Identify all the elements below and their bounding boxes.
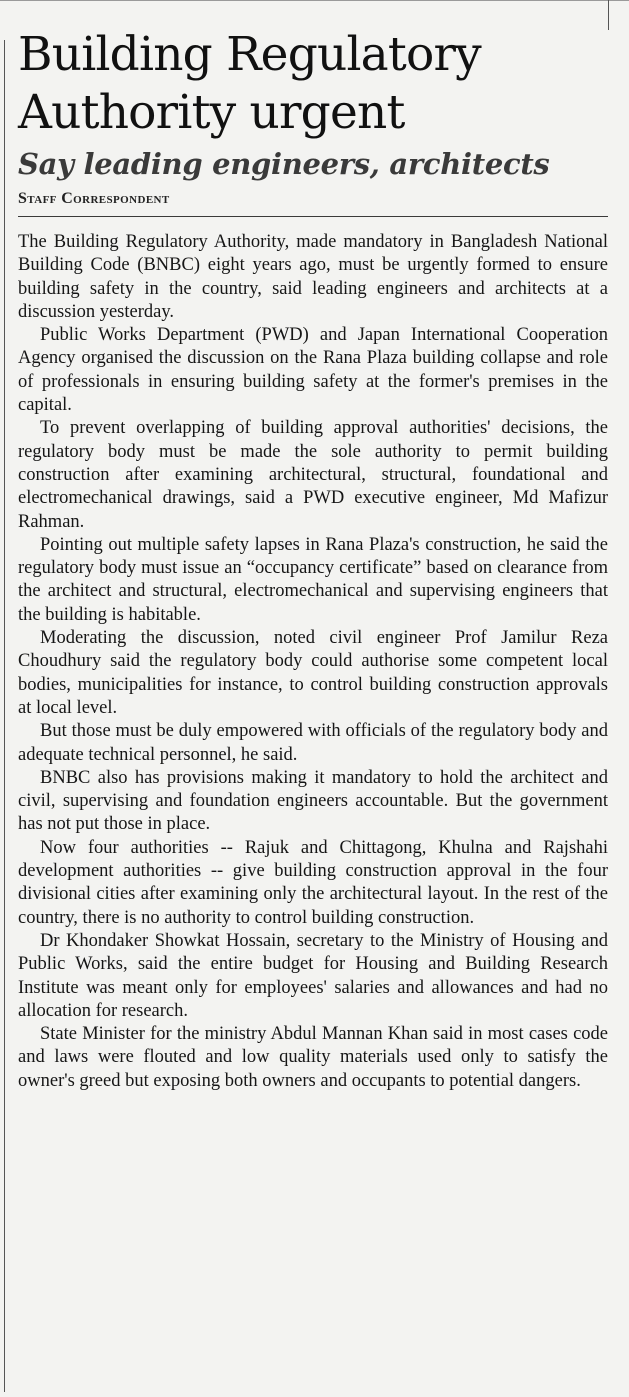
news-article xyxy=(18,26,608,1093)
paragraph-1: The Building Regulatory Authority, made mandatory in Bangladesh National Building Code (BNBC) eight years ago, must be urgently formed to ensure building safety in the country, said leading engineers and architects at a discussion yesterday. xyxy=(18,232,608,322)
paragraph-6: But those must be duly empowered with officials of the regulatory body and adequate technical personnel, he said. xyxy=(18,721,608,765)
article-body xyxy=(18,231,608,1093)
paragraph-8: Now four authorities -- Rajuk and Chittagong, Khulna and Rajshahi development authorities -- give building construction approval in the four divisional cities after examining only the architectural layout. In the rest of the country, there is no authority to control building construction. xyxy=(18,837,608,928)
subheadline: Say leading engineers, architects xyxy=(18,147,550,181)
paragraph-7: BNBC also has provisions making it mandatory to hold the architect and civil, supervising and foundation engineers accountable. But the government has not put those in place. xyxy=(18,767,608,835)
paragraph-5: Moderating the discussion, noted civil engineer Prof Jamilur Reza Choudhury said the regulatory body could authorise some competent local bodies, municipalities for instance, to control building construction approvals at local level. xyxy=(18,628,608,718)
top-column-rule xyxy=(0,0,629,1)
headline: Building Regulatory Authority urgent xyxy=(18,27,481,140)
paragraph-4: Pointing out multiple safety lapses in Rana Plaza's construction, he said the regulatory body must issue an “occupancy certificate” based on clearance from the architect and structural, electromechanical and supervising engineers that the building is habitable. xyxy=(18,534,608,625)
left-column-rule xyxy=(4,40,5,1392)
right-column-rule-stub xyxy=(608,0,609,30)
paragraph-2: Public Works Department (PWD) and Japan International Cooperation Agency organised the discussion on the Rana Plaza building collapse and role of professionals in ensuring building safety at the former's premises in the capital. xyxy=(18,325,608,416)
paragraph-3: To prevent overlapping of building approval authorities' decisions, the regulatory body must be made the sole authority to permit building construction after examining architectural, structural, foundational and electromechanical drawings, said a PWD executive engineer, Md Mafizur Rahman. xyxy=(18,418,608,532)
byline: Staff Correspondent xyxy=(18,190,170,207)
paragraph-10: State Minister for the ministry Abdul Mannan Khan said in most cases code and laws were flouted and low quality materials used only to satisfy the owner's greed but exposing both owners and occupants to potential dangers. xyxy=(18,1024,608,1091)
paragraph-9: Dr Khondaker Showkat Hossain, secretary to the Ministry of Housing and Public Works, said the entire budget for Housing and Building Research Institute was meant only for employees' salaries and allowances and had no allocation for research. xyxy=(18,930,608,1021)
byline-divider xyxy=(18,216,608,217)
